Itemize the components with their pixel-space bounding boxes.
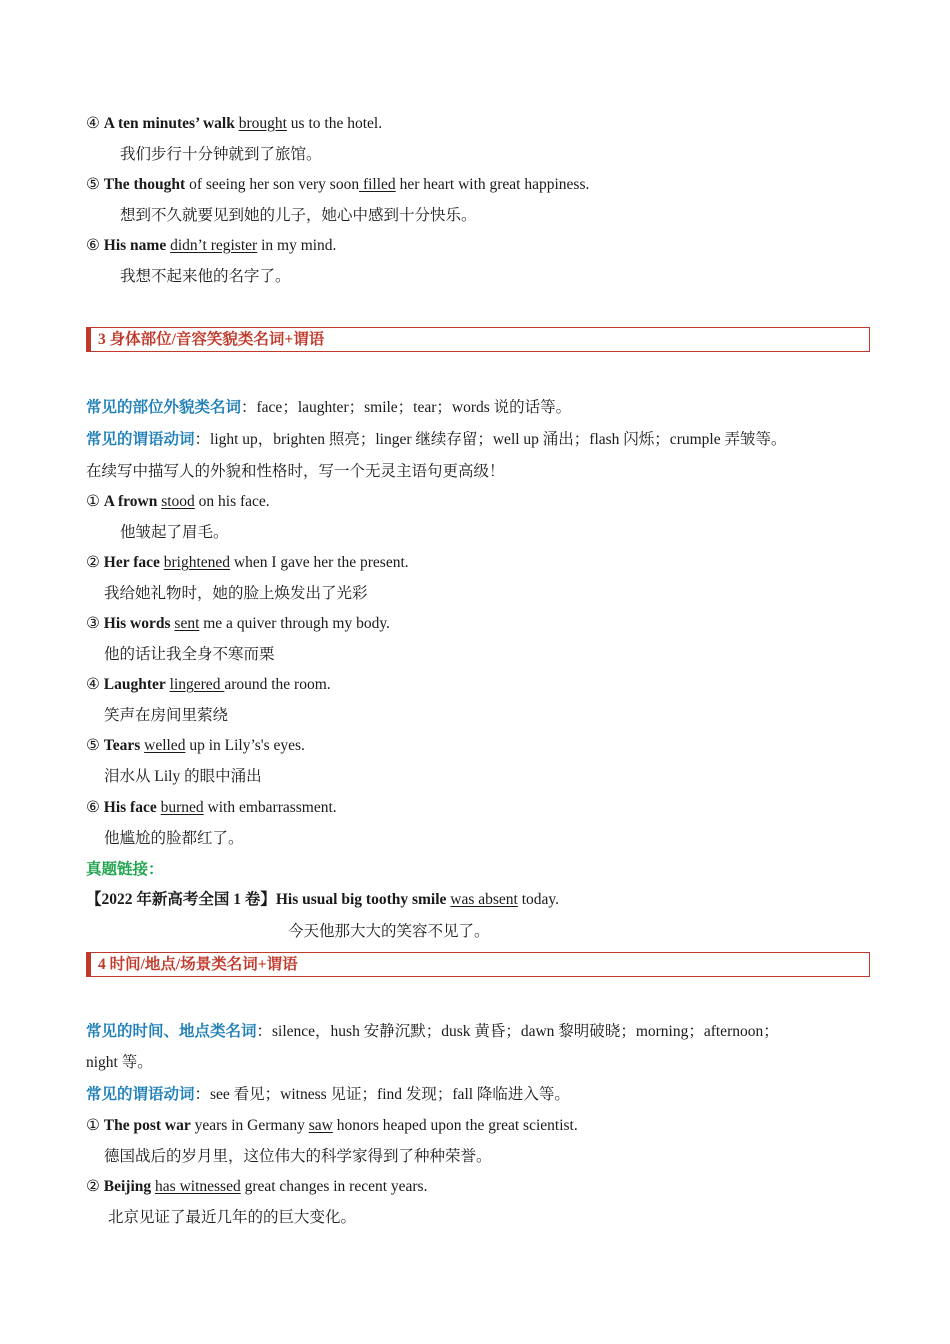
translation: 今天他那大大的笑容不见了。 — [288, 923, 490, 940]
translation: 德国战后的岁月里，这位伟大的科学家得到了种种荣誉。 — [104, 1148, 492, 1165]
translation: 他尴尬的脸都红了。 — [104, 830, 244, 847]
example-sentence: ④ Laughter lingered around the room. — [86, 676, 331, 693]
verb-list: 常见的谓语动词：light up，brighten 照亮；linger 继续存留；well up 涌出；flash 闪烁；crumple 弄皱等。 — [86, 431, 787, 448]
example-sentence: ⑤ Tears welled up in Lily’s's eyes. — [86, 737, 305, 754]
translation: 北京见证了最近几年的的巨大变化。 — [108, 1209, 357, 1226]
verb-list: 常见的谓语动词：see 看见；witness 见证；find 发现；fall 降临进入等。 — [86, 1086, 570, 1103]
noun-list: 常见的部位外貌类名词：face；laughter；smile；tear；words 说的话等。 — [86, 399, 572, 416]
translation: 我们步行十分钟就到了旅馆。 — [120, 146, 322, 163]
example-sentence: ③ His words sent me a quiver through my body. — [86, 615, 390, 632]
exam-sentence: 【2022 年新高考全国 1 卷】His usual big toothy smile was absent today. — [86, 891, 560, 908]
translation: 他皱起了眉毛。 — [120, 524, 229, 541]
noun-list: 常见的时间、地点类名词：silence，hush 安静沉默；dusk 黄昏；dawn 黎明破晓；morning；afternoon； — [86, 1023, 779, 1040]
translation: 我给她礼物时，她的脸上焕发出了光彩 — [104, 585, 368, 602]
example-sentence: ① A frown stood on his face. — [86, 493, 270, 510]
example-sentence: ⑤ The thought of seeing her son very soon filled her heart with great happiness. — [86, 176, 590, 193]
exam-link-label: 真题链接： — [86, 861, 164, 878]
example-sentence: ② Beijing has witnessed great changes in recent years. — [86, 1178, 428, 1195]
example-sentence: ① The post war years in Germany saw honors heaped upon the great scientist. — [86, 1117, 578, 1134]
section-heading: 3 身体部位/音容笑貌类名词+谓语 — [86, 327, 870, 352]
example-sentence: ⑥ His face burned with embarrassment. — [86, 799, 337, 816]
tip-text: 在续写中描写人的外貌和性格时，写一个无灵主语句更高级！ — [86, 463, 505, 480]
translation: 想到不久就要见到她的儿子，她心中感到十分快乐。 — [120, 207, 477, 224]
example-sentence: ④ A ten minutes’ walk brought us to the hotel. — [86, 115, 383, 132]
translation: 他的话让我全身不寒而栗 — [104, 646, 275, 663]
translation: 笑声在房间里萦绕 — [104, 707, 229, 724]
example-sentence: ⑥ His name didn’t register in my mind. — [86, 237, 337, 254]
translation: 我想不起来他的名字了。 — [120, 268, 291, 285]
translation: 泪水从 Lily 的眼中涌出 — [104, 768, 262, 785]
section-heading: 4 时间/地点/场景类名词+谓语 — [86, 952, 870, 977]
example-sentence: ② Her face brightened when I gave her the present. — [86, 554, 409, 571]
noun-list-continued: night 等。 — [86, 1054, 153, 1071]
